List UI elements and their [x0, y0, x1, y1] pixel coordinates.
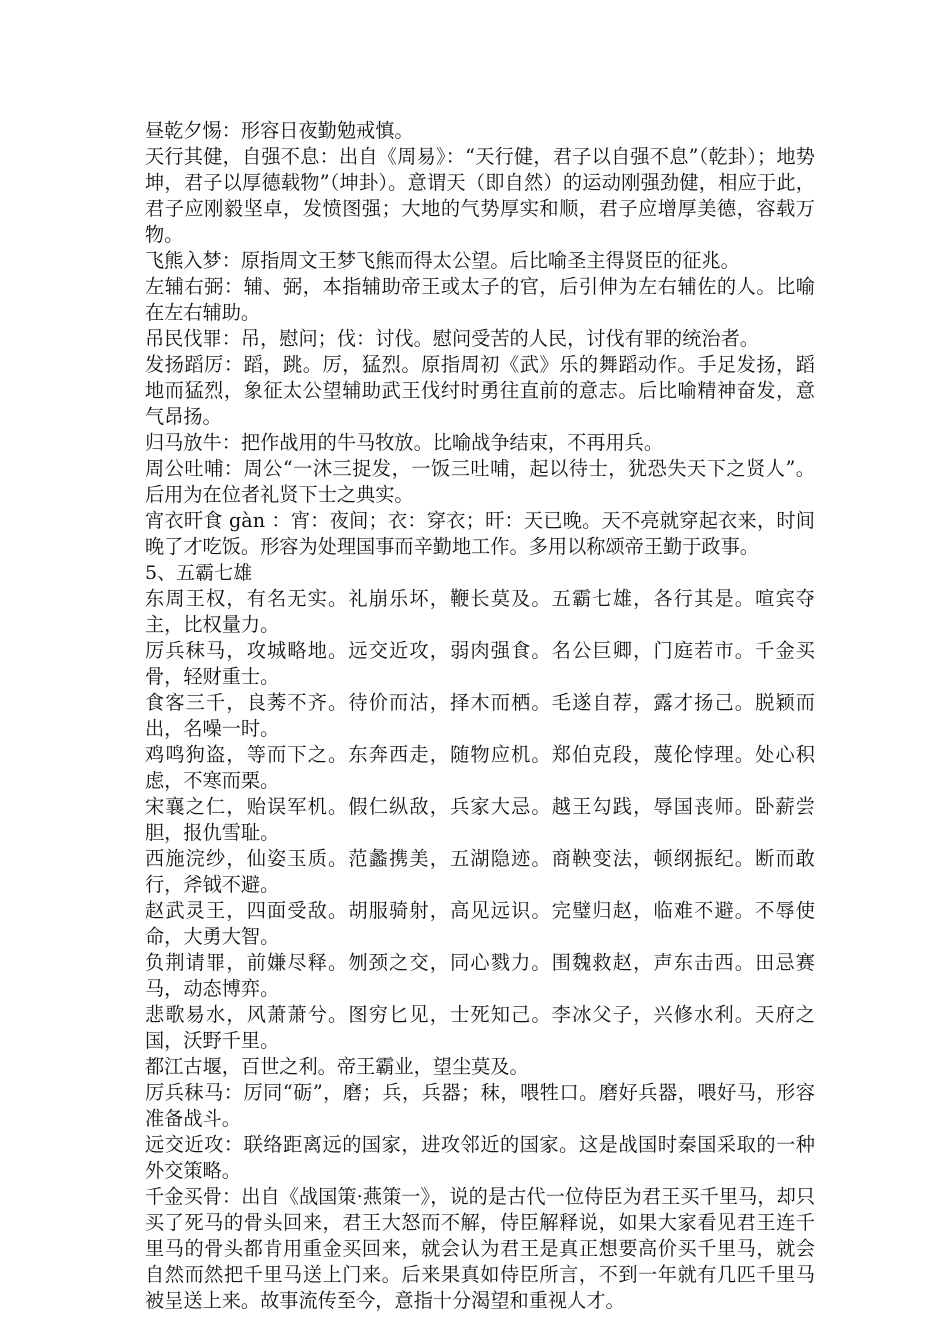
entry-feixiong-rumeng: 飞熊入梦：原指周文王梦飞熊而得太公望。后比喻圣主得贤臣的征兆。	[145, 249, 740, 272]
entry-diaomin-fazui: 吊民伐罪：吊，慰问；伐：讨伐。慰问受苦的人民，讨伐有罪的统治者。	[145, 327, 759, 350]
verse-paragraph: 西施浣纱，仙姿玉质。范蠡携美，五湖隐迹。商鞅变法，顿纲振纪。断而敢行，斧钺不避。	[145, 847, 815, 896]
verse-paragraph: 厉兵秣马，攻城略地。远交近攻，弱肉强食。名公巨卿，门庭若市。千金买骨，轻财重士。	[145, 639, 815, 688]
entry-zuofu-youbi: 左辅右弼：辅、弼，本指辅助帝王或太子的官，后引伸为左右辅佐的人。比喻在左右辅助。	[145, 275, 815, 324]
entry-qianjin-maigu: 千金买骨：出自《战国策·燕策一》，说的是古代一位侍臣为君王买千里马，却只买了死马的骨头回来，君王大怒而不解，侍臣解释说，如果大家看见君王连千里马的骨头都肯用重金买回来，就会认为君王是真正想要高价买千里马，就会自然而然把千里马送上门来。后来果真如侍臣所言，不到一年就有几匹千里马被呈送上来。故事流传至今，意指十分渴望和重视人才。	[145, 1185, 815, 1312]
entry-xiaoyi-ganshi: 宵衣旰食 gàn ：宵：夜间；衣：穿衣；旰：天已晚。天不亮就穿起衣来，时间晚了才吃饭。形容为处理国事而辛勤地工作。多用以称颂帝王勤于政事。	[145, 509, 815, 558]
verse-paragraph: 食客三千，良莠不齐。待价而沽，择木而栖。毛遂自荐，露才扬己。脱颖而出，名噪一时。	[145, 691, 815, 740]
verse-paragraph: 鸡鸣狗盗，等而下之。东奔西走，随物应机。郑伯克段，蔑伦悖理。处心积虑，不寒而栗。	[145, 743, 815, 792]
verse-paragraph: 都江古堰，百世之利。帝王霸业，望尘莫及。	[145, 1055, 529, 1078]
entry-tianxing-jianqiang: 天行其健，自强不息：出自《周易》：“天行健，君子以自强不息”（乾卦）；地势坤，君子以厚德载物”（坤卦）。意谓天（即自然）的运动刚强劲健，相应于此，君子应刚毅坚卓，发愤图强；大地的气势厚实和顺，君子应增厚美德，容载万物。	[145, 145, 815, 246]
verse-paragraph: 东周王权，有名无实。礼崩乐坏，鞭长莫及。五霸七雄，各行其是。喧宾夺主，比权量力。	[145, 587, 815, 636]
verse-paragraph: 负荆请罪，前嫌尽释。刎颈之交，同心戮力。围魏救赵，声东击西。田忌赛马，动态博弈。	[145, 951, 815, 1000]
section-heading: 5、五霸七雄	[145, 562, 253, 584]
verse-paragraph: 赵武灵王，四面受敌。胡服骑射，高见远识。完璧归赵，临难不避。不辱使命，大勇大智。	[145, 899, 815, 948]
entry-zhougong-tubu: 周公吐哺：周公“一沐三捉发，一饭三吐哺，起以待士，犹恐失天下之贤人”。后用为在位者礼贤下士之典实。	[145, 457, 815, 506]
entry-fayang-daoli: 发扬蹈厉：蹈，跳。厉，猛烈。原指周初《武》乐的舞蹈动作。手足发扬，蹈地而猛烈，象征太公望辅助武王伐纣时勇往直前的意志。后比喻精神奋发，意气昂扬。	[145, 353, 815, 428]
verse-paragraph: 宋襄之仁，贻误军机。假仁纵敌，兵家大忌。越王勾践，辱国丧师。卧薪尝胆，报仇雪耻。	[145, 795, 815, 844]
entry-zhouqian-xiti: 昼乾夕惕：形容日夜勤勉戒慎。	[145, 119, 414, 142]
entry-yuanjiao-jingong: 远交近攻：联络距离远的国家，进攻邻近的国家。这是战国时秦国采取的一种外交策略。	[145, 1133, 815, 1182]
verse-paragraph: 悲歌易水，风萧萧兮。图穷匕见，士死知己。李冰父子，兴修水利。天府之国，沃野千里。	[145, 1003, 815, 1052]
entry-guima-fangniu: 归马放牛：把作战用的牛马牧放。比喻战争结束，不再用兵。	[145, 431, 664, 454]
entry-libing-moma: 厉兵秣马：厉同“砺”，磨；兵，兵器；秣，喂牲口。磨好兵器，喂好马，形容准备战斗。	[145, 1081, 815, 1130]
